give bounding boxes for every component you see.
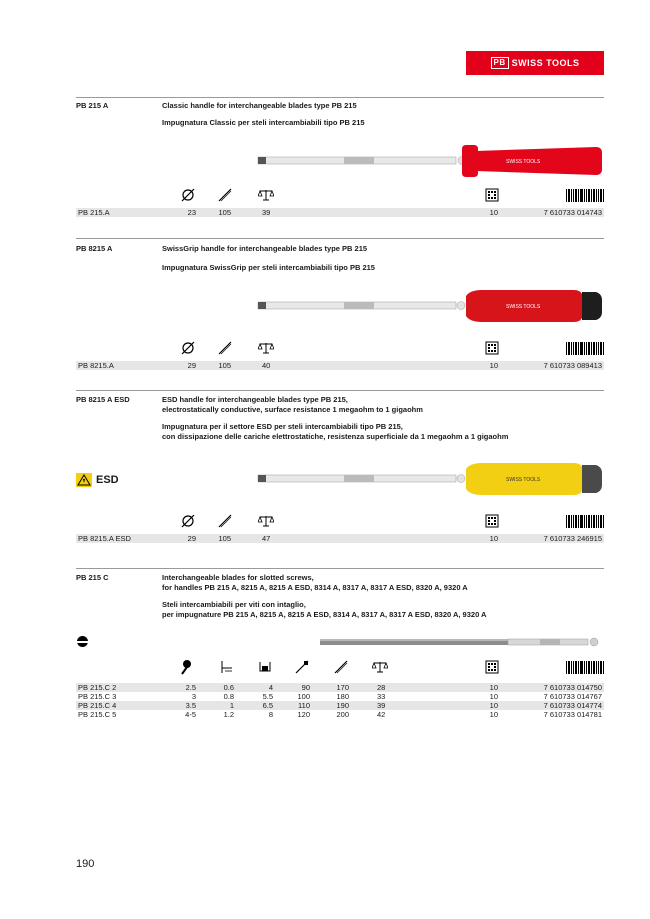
ean-cell: 7 610733 014767	[543, 692, 602, 701]
blade-image	[318, 633, 608, 653]
barcode-icon	[566, 515, 604, 528]
diameter-cell: 29	[187, 361, 196, 370]
esd-label: ESD	[96, 474, 119, 486]
screw-size-cell: 3	[191, 692, 196, 701]
esd-badge	[76, 473, 119, 487]
handle-logo-text: SWISS TOOLS	[506, 159, 541, 165]
weight-icon	[258, 513, 274, 529]
blade-length-cell: 110	[298, 701, 310, 710]
ean-cell: 7 610733 014743	[543, 208, 602, 217]
pack-icon	[484, 187, 500, 203]
spec-table	[76, 208, 604, 217]
ean-cell: 7 610733 246915	[543, 534, 602, 543]
spec-table	[76, 361, 604, 370]
section-divider	[76, 568, 604, 569]
description-it-line2: con dissipazione delle cariche elettrostatiche, resistenza superficiale da 1 megaohm a 1 gigaohm	[162, 432, 509, 441]
table-row	[76, 692, 604, 701]
width-cell: 8	[268, 710, 273, 719]
handle-logo-text: SWISS TOOLS	[506, 477, 541, 483]
spec-table	[76, 534, 604, 543]
weight-cell: 47	[262, 534, 271, 543]
ref-cell: PB 8215.A ESD	[78, 534, 131, 543]
page-number: 190	[76, 858, 95, 870]
brand-pb-mark: PB	[491, 57, 509, 69]
description-it-line1: Steli intercambiabili per viti con intaglio,	[162, 600, 306, 609]
handle-logo-text: SWISS TOOLS	[506, 304, 541, 310]
weight-cell: 39	[262, 208, 271, 217]
pack-cell: 10	[489, 692, 498, 701]
ref-cell: PB 215.A	[78, 208, 110, 217]
section-divider	[76, 97, 604, 98]
ean-cell: 7 610733 014750	[543, 683, 602, 692]
ref-cell: PB 215.C 5	[78, 710, 117, 719]
thickness-cell: 1	[229, 701, 234, 710]
esd-screwdriver-image	[256, 459, 606, 499]
weight-icon	[258, 340, 274, 356]
length-icon	[217, 340, 233, 356]
ref-cell: PB 215.C 2	[78, 683, 117, 692]
pack-cell: 10	[489, 534, 498, 543]
ref-cell: PB 8215.A	[78, 361, 114, 370]
section-divider	[76, 238, 604, 239]
table-row	[76, 208, 604, 217]
ean-cell: 7 610733 089413	[543, 361, 602, 370]
product-code: PB 215 A	[76, 101, 109, 110]
table-row	[76, 701, 604, 710]
barcode-icon	[566, 342, 604, 355]
ean-cell: 7 610733 014774	[543, 701, 602, 710]
pack-icon	[484, 659, 500, 675]
thickness-cell: 0.8	[223, 692, 234, 701]
length-cell: 105	[218, 361, 231, 370]
slotted-screw-icon	[77, 636, 88, 647]
description-en-line1: Interchangeable blades for slotted screws,	[162, 573, 314, 582]
blade-length-icon	[294, 659, 310, 675]
thickness-cell: 1.2	[223, 710, 234, 719]
description-en: SwissGrip handle for interchangeable blades type PB 215	[162, 244, 368, 253]
diameter-icon	[180, 187, 196, 203]
blade-length-cell: 90	[301, 683, 310, 692]
brand-logo	[466, 51, 604, 75]
blade-thickness-icon	[219, 659, 235, 675]
screw-size-cell: 3.5	[185, 701, 196, 710]
pack-cell: 10	[489, 208, 498, 217]
blade-length-cell: 100	[297, 692, 310, 701]
length-icon	[217, 187, 233, 203]
pack-icon	[484, 340, 500, 356]
weight-cell: 28	[377, 683, 386, 692]
blade-width-icon	[257, 659, 273, 675]
weight-icon	[372, 659, 388, 675]
pack-cell: 10	[489, 683, 498, 692]
weight-cell: 39	[377, 701, 386, 710]
ref-cell: PB 215.C 3	[78, 692, 117, 701]
table-row	[76, 361, 604, 370]
description-en-line1: ESD handle for interchangeable blades type PB 215,	[162, 395, 348, 404]
screw-size-cell: 4-5	[185, 710, 196, 719]
diameter-icon	[180, 513, 196, 529]
weight-cell: 40	[262, 361, 271, 370]
width-cell: 5.5	[262, 692, 273, 701]
weight-cell: 42	[377, 710, 386, 719]
length-icon	[333, 659, 349, 675]
diameter-icon	[180, 340, 196, 356]
total-length-cell: 200	[336, 710, 349, 719]
length-icon	[217, 513, 233, 529]
spec-table	[76, 683, 604, 719]
total-length-cell: 180	[336, 692, 349, 701]
thickness-cell: 0.6	[223, 683, 234, 692]
screw-size-cell: 2.5	[185, 683, 196, 692]
classic-screwdriver-image	[256, 143, 606, 179]
barcode-icon	[566, 189, 604, 202]
length-cell: 105	[218, 534, 231, 543]
diameter-cell: 29	[187, 534, 196, 543]
section-divider	[76, 390, 604, 391]
blade-length-cell: 120	[297, 710, 310, 719]
brand-name: SWISS TOOLS	[511, 58, 580, 68]
diameter-cell: 23	[187, 208, 196, 217]
esd-warning-icon	[76, 473, 92, 487]
width-cell: 6.5	[262, 701, 273, 710]
pack-cell: 10	[489, 701, 498, 710]
description-en-line2: electrostatically conductive, surface resistance 1 megaohm to 1 gigaohm	[162, 405, 423, 414]
pack-icon	[484, 513, 500, 529]
table-row	[76, 683, 604, 692]
description-it-line2: per impugnature PB 215 A, 8215 A, 8215 A ESD, 8314 A, 8317 A, 8317 A ESD, 8320 A, 9320 A	[162, 610, 487, 619]
description-en: Classic handle for interchangeable blades type PB 215	[162, 101, 357, 110]
product-code: PB 215 C	[76, 573, 109, 582]
product-code: PB 8215 A ESD	[76, 395, 130, 404]
screw-icon	[178, 659, 194, 675]
table-row	[76, 534, 604, 543]
pack-cell: 10	[489, 710, 498, 719]
swissgrip-screwdriver-image	[256, 286, 606, 326]
pack-cell: 10	[489, 361, 498, 370]
weight-cell: 33	[377, 692, 386, 701]
description-en-line2: for handles PB 215 A, 8215 A, 8215 A ESD, 8314 A, 8317 A, 8317 A ESD, 8320 A, 9320 A	[162, 583, 468, 592]
width-cell: 4	[268, 683, 273, 692]
description-it: Impugnatura Classic per steli intercambiabili tipo PB 215	[162, 118, 365, 127]
ref-cell: PB 215.C 4	[78, 701, 117, 710]
total-length-cell: 170	[336, 683, 349, 692]
table-row	[76, 710, 604, 719]
description-it: Impugnatura SwissGrip per steli intercambiabili tipo PB 215	[162, 263, 375, 272]
description-it-line1: Impugnatura per il settore ESD per steli intercambiabili tipo PB 215,	[162, 422, 403, 431]
weight-icon	[258, 187, 274, 203]
ean-cell: 7 610733 014781	[543, 710, 602, 719]
total-length-cell: 190	[336, 701, 349, 710]
product-code: PB 8215 A	[76, 244, 113, 253]
length-cell: 105	[218, 208, 231, 217]
barcode-icon	[566, 661, 604, 674]
